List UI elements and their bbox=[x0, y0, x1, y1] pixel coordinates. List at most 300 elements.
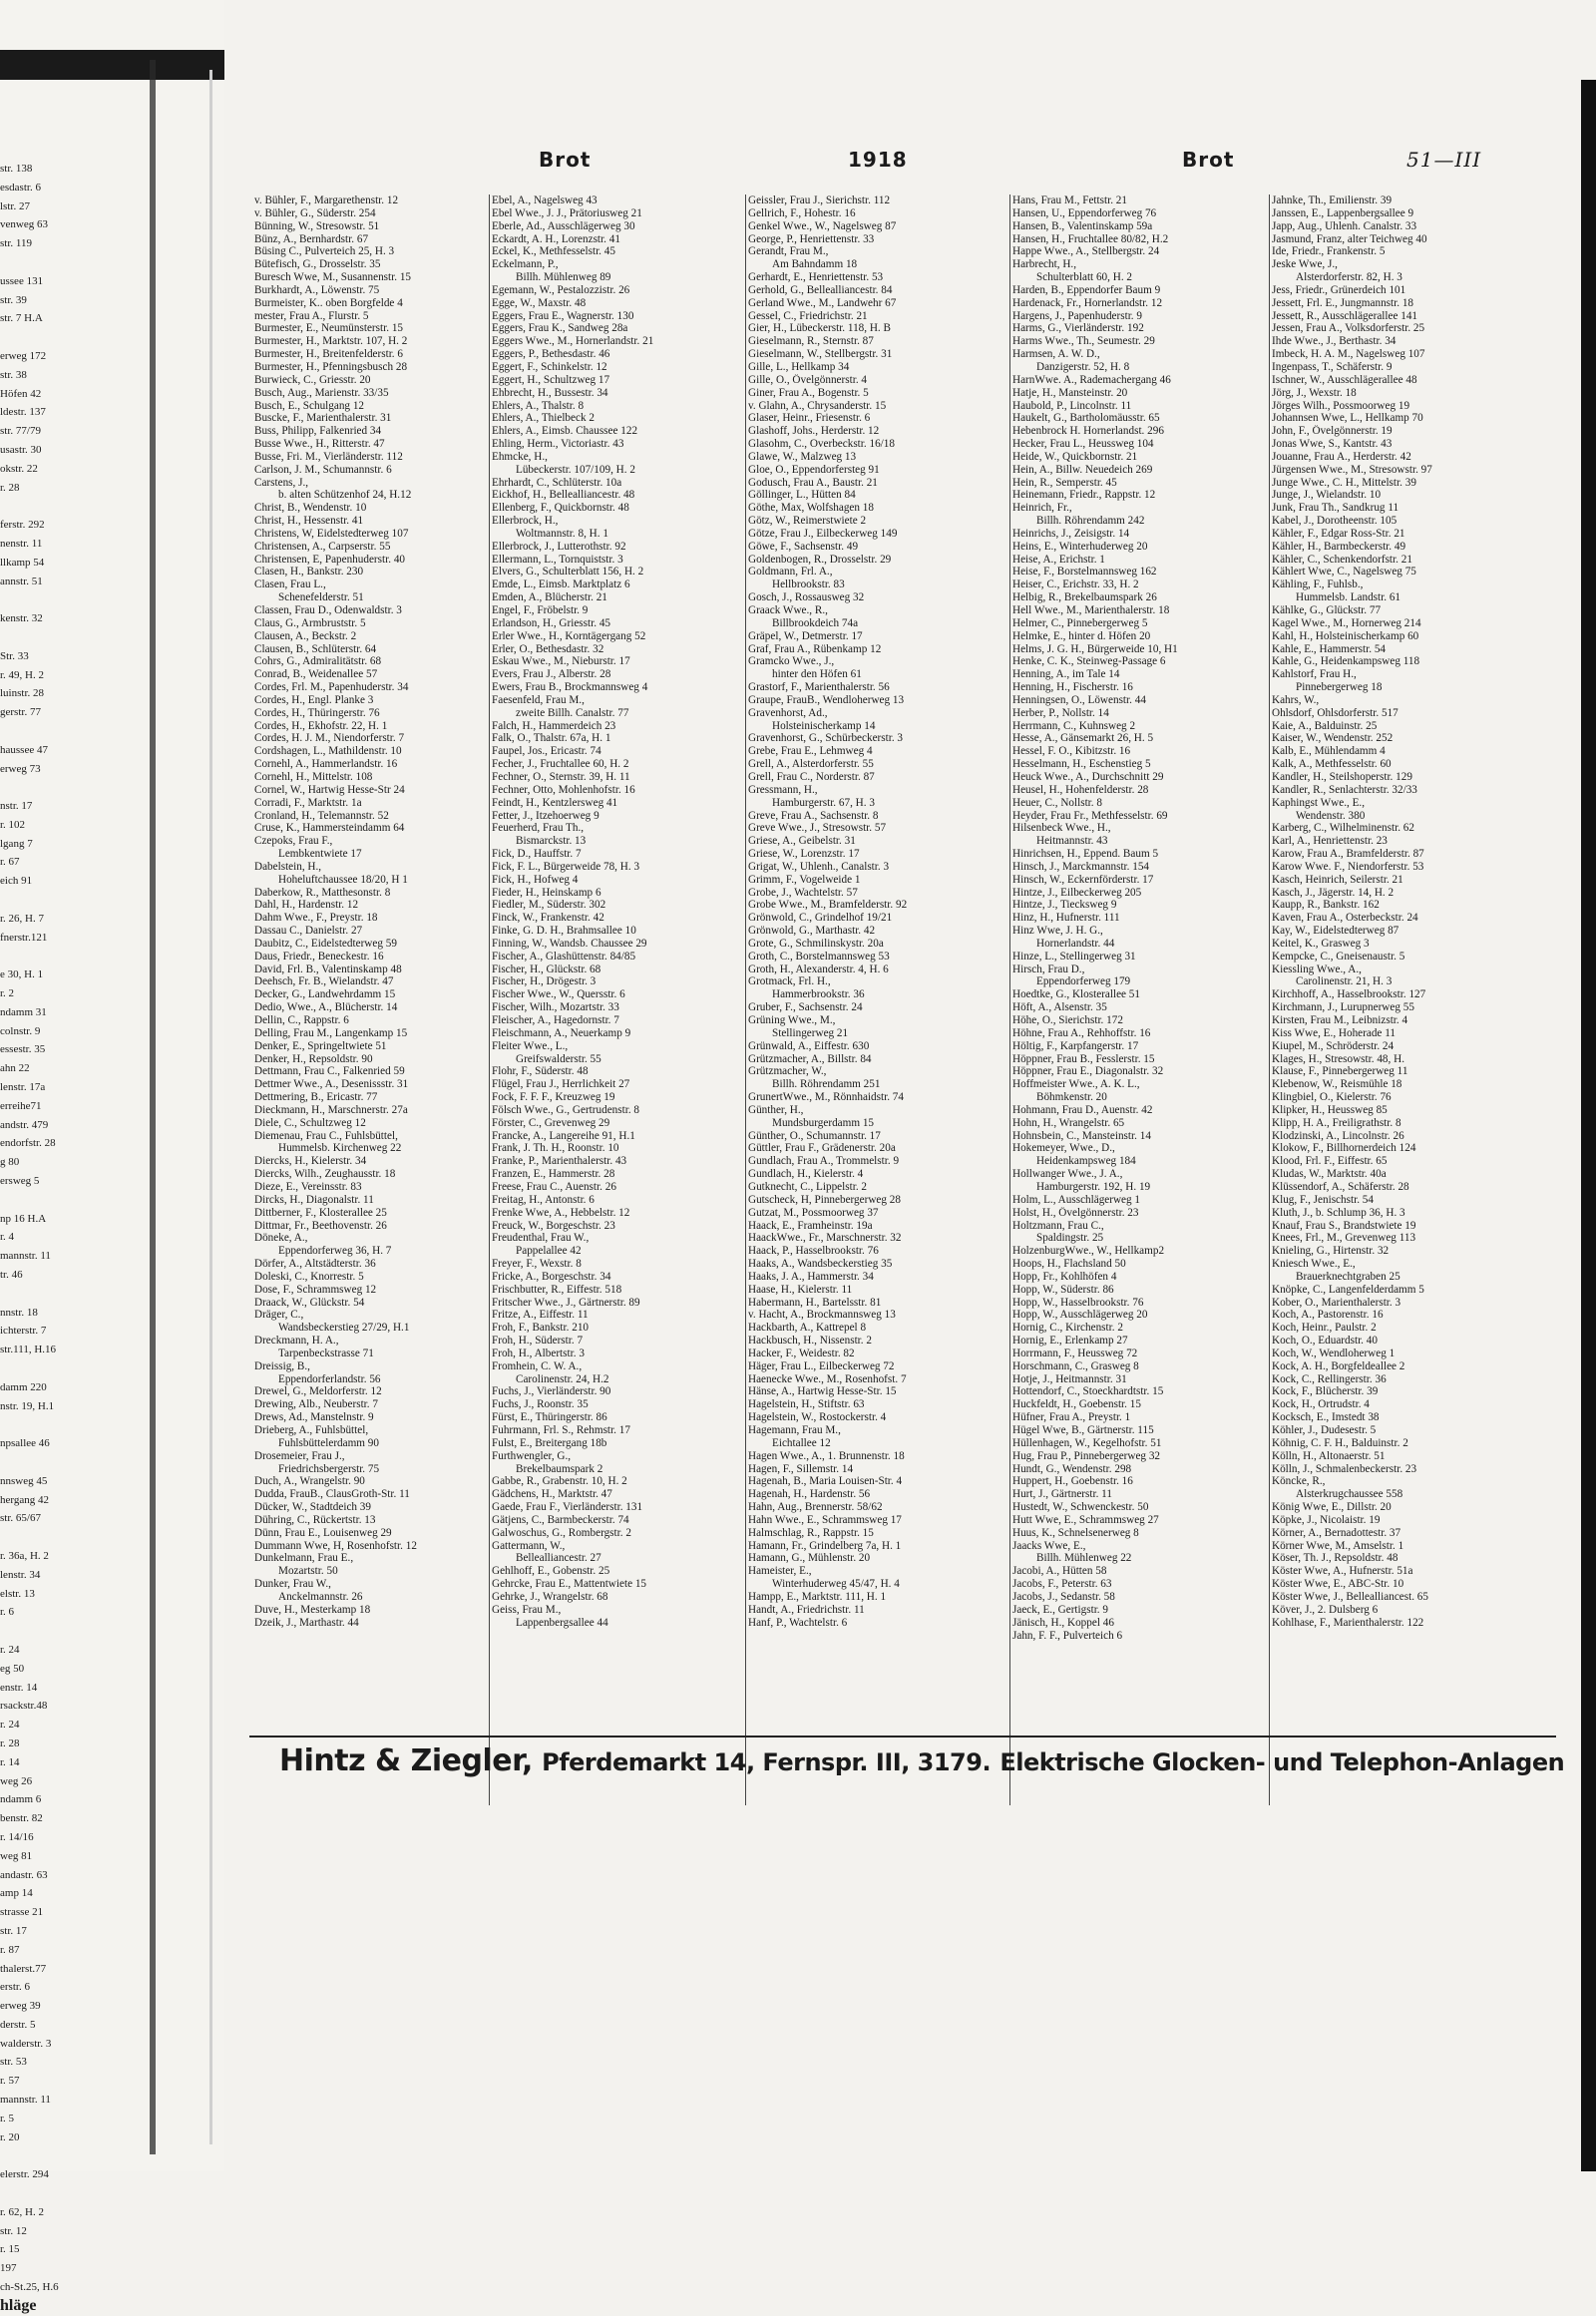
directory-entry: Hohn, H., Wrangelstr. 65 bbox=[1012, 1116, 1125, 1129]
directory-entry: HaackWwe., Fr., Marschnerstr. 32 bbox=[748, 1232, 902, 1245]
directory-entry: Dettmann, Frau C., Falkenried 59 bbox=[254, 1065, 405, 1078]
directory-entry: Frenke Wwe, A., Hebbelstr. 12 bbox=[492, 1206, 630, 1219]
directory-entry: Kocksch, E., Imstedt 38 bbox=[1272, 1411, 1380, 1424]
directory-entry: Haubold, P., Lincolnstr. 11 bbox=[1012, 399, 1132, 412]
directory-entry: Dose, F., Schrammsweg 12 bbox=[254, 1283, 377, 1296]
directory-entry: Cordshagen, L., Mathildenstr. 10 bbox=[254, 745, 402, 758]
directory-entry: Hopp, Fr., Kohlhöfen 4 bbox=[1012, 1270, 1117, 1283]
directory-entry: Hinsch, W., Eckernförderstr. 17 bbox=[1012, 873, 1154, 886]
strip-line: str. 39 bbox=[0, 293, 27, 306]
directory-entry: Eckelmann, P., bbox=[492, 258, 559, 271]
directory-entry: Höhne, Frau A., Rehhoffstr. 16 bbox=[1012, 1026, 1151, 1039]
directory-entry: Hohnsbein, C., Mansteinstr. 14 bbox=[1012, 1129, 1151, 1142]
directory-entry: Groth, C., Borstelmannsweg 53 bbox=[748, 950, 890, 963]
directory-entry: Koch, W., Wendloherweg 1 bbox=[1272, 1347, 1396, 1359]
directory-entry: Grüning Wwe., M., bbox=[748, 1014, 836, 1026]
directory-entry: Gressmann, H., bbox=[748, 783, 818, 796]
strip-line: str. 77/79 bbox=[0, 425, 41, 438]
strip-line bbox=[0, 1453, 150, 1472]
directory-entry: Eggert, H., Schultzweg 17 bbox=[492, 373, 610, 386]
directory-entry: Kaupp, R., Bankstr. 162 bbox=[1272, 899, 1380, 912]
directory-entry: Glasohm, C., Overbeckstr. 16/18 bbox=[748, 438, 895, 451]
directory-entry: Draack, W., Glückstr. 54 bbox=[254, 1296, 365, 1309]
strip-line: str. 138 bbox=[0, 163, 33, 175]
directory-entry: Hagelstein, W., Rostockerstr. 4 bbox=[748, 1411, 887, 1424]
directory-entry: Buresch Wwe, M., Susannenstr. 15 bbox=[254, 271, 412, 284]
directory-entry: Francke, A., Langereihe 91, H.1 bbox=[492, 1129, 635, 1142]
directory-entry: Ebel Wwe., J. J., Prätoriusweg 21 bbox=[492, 206, 642, 219]
strip-line: lgang 7 bbox=[0, 837, 33, 850]
strip-line: nnstr. 18 bbox=[0, 1306, 38, 1319]
strip-line bbox=[0, 253, 150, 272]
directory-entry: Koch, Heinr., Paulstr. 2 bbox=[1272, 1322, 1377, 1335]
directory-entry: Klingbiel, O., Kielerstr. 76 bbox=[1272, 1091, 1392, 1104]
strip-line: gerstr. 77 bbox=[0, 706, 41, 719]
strip-line: esdastr. 6 bbox=[0, 181, 41, 193]
directory-entry: Kaie, A., Balduinstr. 25 bbox=[1272, 719, 1378, 732]
strip-line: ldestr. 137 bbox=[0, 406, 46, 419]
directory-entry: Harbrecht, H., bbox=[1012, 258, 1076, 271]
strip-line bbox=[0, 328, 150, 347]
directory-entry: Dreckmann, H. A., bbox=[254, 1335, 339, 1348]
directory-entry: Gille, L., Hellkamp 34 bbox=[748, 360, 850, 373]
directory-entry: v. Glahn, A., Chrysanderstr. 15 bbox=[748, 399, 887, 412]
directory-entry: Kludas, W., Marktstr. 40a bbox=[1272, 1168, 1387, 1181]
directory-entry: Ingenpass, T., Schäferstr. 9 bbox=[1272, 360, 1393, 373]
directory-entry: Egemann, W., Pestalozzistr. 26 bbox=[492, 283, 630, 296]
directory-entry: Cordes, H., Thüringerstr. 76 bbox=[254, 706, 380, 719]
directory-entry: Hagenah, H., Hardenstr. 56 bbox=[748, 1488, 871, 1501]
directory-entry: Dühring, C., Rückertstr. 13 bbox=[254, 1513, 376, 1526]
strip-line: r. 49, H. 2 bbox=[0, 668, 44, 681]
directory-entry: Gundlach, Frau A., Trommelstr. 9 bbox=[748, 1155, 900, 1168]
directory-entry: Hinsch, J., Marckmannstr. 154 bbox=[1012, 860, 1150, 873]
directory-entry: Eggers Wwe., M., Hornerlandstr. 21 bbox=[492, 335, 654, 348]
directory-entry: Gieselmann, W., Stellbergstr. 31 bbox=[748, 348, 893, 361]
directory-entry: Johannsen Wwe, L., Hellkamp 70 bbox=[1272, 412, 1423, 425]
directory-entry: Haukelt, G., Bartholomäusstr. 65 bbox=[1012, 412, 1160, 425]
directory-entry: Busse Wwe., H., Ritterstr. 47 bbox=[254, 438, 385, 451]
directory-entry: Dunker, Frau W., bbox=[254, 1578, 331, 1591]
strip-line bbox=[0, 778, 150, 797]
directory-entry: Schulterblatt 60, H. 2 bbox=[1036, 271, 1133, 284]
strip-line: str.111, H.16 bbox=[0, 1344, 57, 1356]
strip-line: llkamp 54 bbox=[0, 556, 45, 569]
directory-entry: Kasch, J., Jägerstr. 14, H. 2 bbox=[1272, 886, 1395, 899]
directory-entry: Gier, H., Lübeckerstr. 118, H. B bbox=[748, 322, 891, 335]
directory-entry: Am Bahndamm 18 bbox=[772, 258, 858, 271]
strip-line: ussee 131 bbox=[0, 274, 44, 287]
directory-entry: Kalk, A., Methfesselstr. 60 bbox=[1272, 758, 1392, 771]
directory-entry: Ellermann, L., Tornquiststr. 3 bbox=[492, 553, 623, 566]
directory-entry: Kaiser, W., Wendenstr. 252 bbox=[1272, 732, 1394, 745]
directory-entry: zweite Billh. Canalstr. 77 bbox=[516, 706, 629, 719]
directory-entry: Kölln, J., Schmalenbeckerstr. 23 bbox=[1272, 1462, 1417, 1475]
directory-entry: Kock, C., Rellingerstr. 36 bbox=[1272, 1372, 1387, 1385]
strip-line: thalerst.77 bbox=[0, 1962, 47, 1975]
directory-entry: Christensen, E, Papenhuderstr. 40 bbox=[254, 553, 406, 566]
directory-entry: Finck, W., Frankenstr. 42 bbox=[492, 912, 604, 925]
directory-entry: Kohlhase, F., Marienthalerstr. 122 bbox=[1272, 1616, 1424, 1629]
directory-entry: Junk, Frau Th., Sandkrug 11 bbox=[1272, 502, 1399, 515]
directory-entry: Burkhardt, A., Löwenstr. 75 bbox=[254, 283, 380, 296]
directory-entry: Köhler, J., Dudesestr. 5 bbox=[1272, 1424, 1377, 1436]
directory-entry: Hokemeyer, Wwe., D., bbox=[1012, 1142, 1115, 1155]
strip-line: ersweg 5 bbox=[0, 1175, 40, 1188]
directory-entry: Doleski, C., Knorrestr. 5 bbox=[254, 1270, 364, 1283]
directory-entry: Kähler, H., Barmbeckerstr. 49 bbox=[1272, 540, 1406, 553]
directory-entry: Jessen, Frau A., Volksdorferstr. 25 bbox=[1272, 322, 1425, 335]
directory-entry: Gutscheck, H, Pinnebergerweg 28 bbox=[748, 1193, 901, 1206]
strip-line: str. 38 bbox=[0, 368, 27, 381]
directory-entry: Carolinenstr. 21, H. 3 bbox=[1296, 975, 1393, 988]
directory-entry: Grell, A., Alsterdorferstr. 55 bbox=[748, 758, 874, 771]
directory-entry: Dieckmann, H., Marschnerstr. 27a bbox=[254, 1103, 408, 1116]
directory-entry: Hoops, H., Flachsland 50 bbox=[1012, 1258, 1126, 1271]
strip-line: ferstr. 292 bbox=[0, 519, 45, 532]
header-left-title: Brot bbox=[539, 148, 592, 172]
directory-entry: Classen, Frau D., Odenwaldstr. 3 bbox=[254, 604, 402, 616]
strip-line: weg 26 bbox=[0, 1774, 33, 1787]
directory-entry: Köster Wwe, E., ABC-Str. 10 bbox=[1272, 1578, 1404, 1591]
directory-entry: Fischer, H., Glückstr. 68 bbox=[492, 963, 601, 975]
directory-entry: Heinrichs, J., Zeisigstr. 14 bbox=[1012, 527, 1130, 540]
directory-entry: Cornel, W., Hartwig Hesse-Str 24 bbox=[254, 783, 405, 796]
directory-entry: Clausen, A., Beckstr. 2 bbox=[254, 629, 357, 642]
strip-line: r. 26, H. 7 bbox=[0, 912, 44, 925]
directory-entry: Spaldingstr. 25 bbox=[1036, 1232, 1104, 1245]
directory-entry: Ehmcke, H., bbox=[492, 450, 548, 463]
strip-line bbox=[0, 1191, 150, 1210]
directory-entry: Hopp, W., Hasselbrookstr. 76 bbox=[1012, 1296, 1144, 1309]
directory-entry: Fuchs, J., Roonstr. 35 bbox=[492, 1398, 589, 1411]
directory-entry: Fiedler, M., Süderstr. 302 bbox=[492, 899, 606, 912]
strip-line: g 80 bbox=[0, 1156, 20, 1169]
strip-line: derstr. 5 bbox=[0, 2018, 36, 2031]
directory-entry: Hansen, U., Eppendorferweg 76 bbox=[1012, 206, 1157, 219]
directory-entry: Hameister, E., bbox=[748, 1565, 812, 1578]
strip-line: r. 15 bbox=[0, 2243, 20, 2256]
directory-entry: Denker, H., Repsoldstr. 90 bbox=[254, 1052, 373, 1065]
strip-line bbox=[0, 1415, 150, 1434]
directory-entry: Flohr, F., Süderstr. 48 bbox=[492, 1065, 589, 1078]
strip-line: r. 102 bbox=[0, 818, 26, 831]
directory-entry: Kirchhoff, A., Hasselbrookstr. 127 bbox=[1272, 988, 1426, 1001]
directory-entry: Grotmack, Frl. H., bbox=[748, 975, 831, 988]
directory-entry: Heuck Wwe., A., Durchschnitt 29 bbox=[1012, 770, 1164, 783]
directory-entry: Genkel Wwe., W., Nagelsweg 87 bbox=[748, 219, 897, 232]
directory-entry: Heinrich, Fr., bbox=[1012, 502, 1072, 515]
binding-gutter-shadow bbox=[209, 70, 212, 2144]
strip-line: r. 20 bbox=[0, 2130, 20, 2143]
scan-dark-edge bbox=[0, 50, 224, 80]
directory-entry: Kalb, E., Mühlendamm 4 bbox=[1272, 745, 1386, 758]
directory-entry: Frank, J. Th. H., Roonstr. 10 bbox=[492, 1142, 619, 1155]
strip-line: strasse 21 bbox=[0, 1906, 44, 1919]
directory-entry: Hopp, W., Süderstr. 86 bbox=[1012, 1283, 1114, 1296]
page-header bbox=[249, 148, 1561, 180]
directory-entry: Kahrs, W., bbox=[1272, 693, 1320, 706]
directory-columns bbox=[249, 194, 1561, 1990]
column-divider bbox=[1009, 194, 1010, 1805]
directory-entry: Dittberner, F., Klosterallee 25 bbox=[254, 1206, 387, 1219]
directory-entry: Jeske Wwe, J., bbox=[1272, 258, 1338, 271]
directory-entry: Kaphingst Wwe., E., bbox=[1272, 796, 1366, 809]
strip-line: r. 57 bbox=[0, 2075, 20, 2088]
directory-entry: Göwe, F., Sachsenstr. 49 bbox=[748, 540, 859, 553]
directory-entry: Güttler, Frau F., Grädenerstr. 20a bbox=[748, 1142, 896, 1155]
directory-entry: Glaser, Heinr., Friesenstr. 6 bbox=[748, 412, 871, 425]
directory-entry: Ohlsdorf, Ohlsdorferstr. 517 bbox=[1272, 706, 1398, 719]
footer-rule bbox=[249, 1736, 1556, 1737]
directory-entry: Hummelsb. Kirchenweg 22 bbox=[278, 1142, 402, 1155]
directory-entry: Flügel, Frau J., Herrlichkeit 27 bbox=[492, 1078, 630, 1091]
directory-entry: Clasen, Frau L., bbox=[254, 579, 326, 591]
directory-entry: Büsing C., Pulverteich 25, H. 3 bbox=[254, 245, 395, 258]
directory-entry: Diercks, Wilh., Zeughausstr. 18 bbox=[254, 1168, 396, 1181]
directory-entry: Hornerlandstr. 44 bbox=[1036, 937, 1115, 950]
directory-entry: Drieberg, A., Fuhlsbüttel, bbox=[254, 1424, 369, 1436]
directory-entry: Hollwanger Wwe., J. A., bbox=[1012, 1168, 1123, 1181]
directory-entry: Cordes, H., Ekhofstr. 22, H. 1 bbox=[254, 719, 388, 732]
directory-entry: Conrad, B., Weidenallee 57 bbox=[254, 668, 378, 681]
column-divider bbox=[1269, 194, 1270, 1805]
directory-entry: Kabel, J., Dorotheenstr. 105 bbox=[1272, 515, 1397, 528]
directory-entry: Cornehl, H., Mittelstr. 108 bbox=[254, 770, 373, 783]
directory-entry: Fölsch Wwe., G., Gertrudenstr. 8 bbox=[492, 1103, 640, 1116]
directory-entry: Denker, E., Springeltwiete 51 bbox=[254, 1039, 387, 1052]
directory-entry: Haack, E., Framheinstr. 19a bbox=[748, 1219, 873, 1232]
directory-entry: Erler, O., Bethesdastr. 32 bbox=[492, 642, 604, 655]
directory-entry: Fleischmann, A., Neuerkamp 9 bbox=[492, 1026, 631, 1039]
strip-line: elerstr. 294 bbox=[0, 2168, 49, 2181]
directory-entry: Kock, H., Ortrudstr. 4 bbox=[1272, 1398, 1370, 1411]
directory-entry: Kiupel, M., Schröderstr. 24 bbox=[1272, 1039, 1395, 1052]
directory-entry: Billbrookdeich 74a bbox=[772, 616, 859, 629]
directory-entry: Helms, J. G. H., Bürgerweide 10, H1 bbox=[1012, 642, 1178, 655]
directory-entry: Kählke, G., Glückstr. 77 bbox=[1272, 604, 1382, 616]
directory-entry: Gehrke, J., Wrangelstr. 68 bbox=[492, 1590, 608, 1603]
strip-line: str. 119 bbox=[0, 237, 32, 250]
directory-entry: Gravenhorst, G., Schürbeckerstr. 3 bbox=[748, 732, 904, 745]
directory-entry: Brauerknechtgraben 25 bbox=[1296, 1270, 1400, 1283]
directory-entry: Dassau C., Danielstr. 27 bbox=[254, 925, 363, 938]
directory-entry: Haase, H., Kielerstr. 11 bbox=[748, 1283, 853, 1296]
strip-line bbox=[0, 947, 150, 965]
directory-entry: Hurt, J., Gärtnerstr. 11 bbox=[1012, 1488, 1112, 1501]
strip-line: endorfstr. 28 bbox=[0, 1137, 56, 1150]
directory-entry: Happe Wwe., A., Stellbergstr. 24 bbox=[1012, 245, 1160, 258]
directory-entry: Hell Wwe., M., Marienthalerstr. 18 bbox=[1012, 604, 1170, 616]
directory-entry: Brekelbaumspark 2 bbox=[516, 1462, 603, 1475]
directory-entry: Dabelstein, H., bbox=[254, 860, 322, 873]
directory-entry: Cruse, K., Hammersteindamm 64 bbox=[254, 822, 405, 835]
strip-line: colnstr. 9 bbox=[0, 1024, 41, 1037]
strip-line: andastr. 63 bbox=[0, 1868, 48, 1881]
directory-entry: Helmke, E., hinter d. Höfen 20 bbox=[1012, 629, 1151, 642]
directory-entry: Stellingerweg 21 bbox=[772, 1026, 849, 1039]
directory-entry: Jessett, Frl. E., Jungmannstr. 18 bbox=[1272, 296, 1414, 309]
directory-entry: Diele, C., Schultzweg 12 bbox=[254, 1116, 366, 1129]
directory-entry: Hinz, H., Hufnerstr. 111 bbox=[1012, 912, 1120, 925]
directory-entry: Klebenow, W., Reismühle 18 bbox=[1272, 1078, 1402, 1091]
directory-entry: Jörg, J., Wexstr. 18 bbox=[1272, 386, 1357, 399]
directory-entry: Kasch, Heinrich, Seilerstr. 21 bbox=[1272, 873, 1403, 886]
directory-entry: Gramcko Wwe., J., bbox=[748, 655, 835, 668]
directory-entry: Ehlers, A., Thalstr. 8 bbox=[492, 399, 585, 412]
strip-line: mannstr. 11 bbox=[0, 1250, 51, 1263]
binding-gutter bbox=[150, 60, 156, 2154]
directory-entry: Häger, Frau L., Eilbeckerweg 72 bbox=[748, 1359, 895, 1372]
strip-line: tr. 46 bbox=[0, 1269, 23, 1282]
directory-entry: Eppendorferlandstr. 56 bbox=[278, 1372, 381, 1385]
directory-entry: Lübeckerstr. 107/109, H. 2 bbox=[516, 463, 635, 476]
strip-line: ahn 22 bbox=[0, 1062, 30, 1075]
directory-entry: Kirchmann, J., Lurupnerweg 55 bbox=[1272, 1001, 1414, 1014]
directory-entry: Carlson, J. M., Schumannstr. 6 bbox=[254, 463, 392, 476]
directory-entry: HolzenburgWwe., W., Hellkamp2 bbox=[1012, 1245, 1165, 1258]
directory-entry: Hopp, W., Ausschlägerweg 20 bbox=[1012, 1309, 1148, 1322]
directory-entry: Feuerherd, Frau Th., bbox=[492, 822, 585, 835]
strip-line: lstr. 27 bbox=[0, 199, 30, 212]
directory-entry: Greve Wwe., J., Stresowstr. 57 bbox=[748, 822, 887, 835]
directory-entry: Deehsch, Fr. B., Wielandstr. 47 bbox=[254, 975, 394, 988]
directory-entry: Tarpenbeckstrasse 71 bbox=[278, 1347, 374, 1359]
directory-entry: Kaven, Frau A., Osterbeckstr. 24 bbox=[1272, 912, 1418, 925]
directory-entry: Dücker, W., Stadtdeich 39 bbox=[254, 1501, 371, 1514]
strip-line bbox=[0, 1359, 150, 1378]
directory-entry: Dörfer, A., Altstädterstr. 36 bbox=[254, 1258, 376, 1271]
strip-line bbox=[0, 891, 150, 910]
directory-entry: Drewing, Alb., Neuberstr. 7 bbox=[254, 1398, 378, 1411]
directory-entry: Ehrhardt, C., Schlüterstr. 10a bbox=[492, 476, 622, 489]
directory-entry: Jasmund, Franz, alter Teichweg 40 bbox=[1272, 232, 1427, 245]
directory-entry: Cohrs, G., Admiralitätstr. 68 bbox=[254, 655, 382, 668]
directory-entry: Gutknecht, C., Lippelstr. 2 bbox=[748, 1180, 868, 1193]
directory-entry: Hinrichsen, H., Eppend. Baum 5 bbox=[1012, 848, 1159, 861]
directory-entry: Koch, O., Eduardstr. 40 bbox=[1272, 1335, 1378, 1348]
directory-entry: Horschmann, C., Grasweg 8 bbox=[1012, 1359, 1139, 1372]
strip-line: r. 24 bbox=[0, 1719, 20, 1732]
directory-entry: Karberg, C., Wilhelminenstr. 62 bbox=[1272, 822, 1414, 835]
directory-entry: Kählert Wwe, C., Nagelsweg 75 bbox=[1272, 566, 1416, 579]
directory-entry: Hampp, E., Marktstr. 111, H. 1 bbox=[748, 1590, 887, 1603]
directory-entry: Froh, H., Albertstr. 3 bbox=[492, 1347, 585, 1359]
directory-entry: GrunertWwe., M., Rönnhaidstr. 74 bbox=[748, 1091, 904, 1104]
strip-line bbox=[0, 1285, 150, 1304]
strip-line: r. 87 bbox=[0, 1943, 20, 1956]
directory-entry: Wandsbeckerstieg 27/29, H.1 bbox=[278, 1322, 410, 1335]
directory-entry: Egge, W., Maxstr. 48 bbox=[492, 296, 587, 309]
strip-line: ndamm 31 bbox=[0, 1005, 47, 1018]
directory-entry: Hinze, L., Stellingerweg 31 bbox=[1012, 950, 1136, 963]
strip-line: np 16 H.A bbox=[0, 1212, 47, 1225]
directory-entry: Carolinenstr. 24, H.2 bbox=[516, 1372, 609, 1385]
strip-line: erweg 73 bbox=[0, 762, 41, 775]
directory-entry: John, F., Övelgönnerstr. 19 bbox=[1272, 425, 1393, 438]
directory-entry: Klodzinski, A., Lincolnstr. 26 bbox=[1272, 1129, 1404, 1142]
strip-line: lenstr. 34 bbox=[0, 1568, 41, 1581]
directory-entry: Jahnke, Th., Emilienstr. 39 bbox=[1272, 194, 1393, 206]
directory-entry: Janssen, E., Lappenbergsallee 9 bbox=[1272, 206, 1414, 219]
directory-entry: Eppendorferweg 179 bbox=[1036, 975, 1131, 988]
directory-entry: Karow, Frau A., Bramfelderstr. 87 bbox=[1272, 848, 1424, 861]
directory-entry: Geiss, Frau M., bbox=[492, 1603, 562, 1616]
directory-entry: Gabbe, R., Grabenstr. 10, H. 2 bbox=[492, 1475, 627, 1488]
directory-entry: Heusel, H., Hohenfelderstr. 28 bbox=[1012, 783, 1149, 796]
strip-line: amp 14 bbox=[0, 1887, 33, 1900]
directory-entry: Burmester, H., Marktstr. 107, H. 2 bbox=[254, 335, 408, 348]
directory-entry: Hans, Frau M., Fettstr. 21 bbox=[1012, 194, 1127, 206]
directory-entry: Dettmering, B., Ericastr. 77 bbox=[254, 1091, 378, 1104]
directory-entry: Ehbrecht, H., Bussestr. 34 bbox=[492, 386, 608, 399]
directory-entry: Hüfner, Frau A., Preystr. 1 bbox=[1012, 1411, 1131, 1424]
directory-entry: Hein, R., Semperstr. 45 bbox=[1012, 476, 1117, 489]
directory-entry: Falch, H., Hammerdeich 23 bbox=[492, 719, 616, 732]
directory-entry: Handt, A., Friedrichstr. 11 bbox=[748, 1603, 865, 1616]
directory-entry: Hessel, F. O., Kibitzstr. 16 bbox=[1012, 745, 1131, 758]
directory-entry: Fick, H., Hofweg 4 bbox=[492, 873, 579, 886]
directory-entry: Hamburgerstr. 192, H. 19 bbox=[1036, 1180, 1151, 1193]
directory-entry: Feindt, H., Kentzlersweg 41 bbox=[492, 796, 618, 809]
directory-entry: Drews, Ad., Manstelnstr. 9 bbox=[254, 1411, 374, 1424]
directory-entry: Goldenbogen, R., Drosselstr. 29 bbox=[748, 553, 892, 566]
directory-entry: Hagemann, Frau M., bbox=[748, 1424, 841, 1436]
directory-entry: Kandler, R., Senlachterstr. 32/33 bbox=[1272, 783, 1417, 796]
strip-line: str. 12 bbox=[0, 2224, 27, 2237]
directory-entry: Döneke, A., bbox=[254, 1232, 308, 1245]
directory-entry: Frischbutter, R., Eiffestr. 518 bbox=[492, 1283, 622, 1296]
directory-entry: Cornehl, A., Hammerlandstr. 16 bbox=[254, 758, 398, 771]
directory-entry: Finke, G. D. H., Brahmsallee 10 bbox=[492, 925, 636, 938]
directory-entry: Claus, G., Armbruststr. 5 bbox=[254, 616, 366, 629]
directory-entry: Fischer, Wilh., Mozartstr. 33 bbox=[492, 1001, 619, 1014]
directory-entry: Heiser, C., Erichstr. 33, H. 2 bbox=[1012, 579, 1139, 591]
directory-entry: Göllinger, L., Hütten 84 bbox=[748, 489, 856, 502]
directory-entry: Körner, A., Bernadottestr. 37 bbox=[1272, 1526, 1401, 1539]
directory-entry: Henning, A., im Tale 14 bbox=[1012, 668, 1120, 681]
directory-entry: Hansen, B., Valentinskamp 59a bbox=[1012, 219, 1153, 232]
directory-entry: Gutzat, M., Possmoorweg 37 bbox=[748, 1206, 879, 1219]
directory-entry: Cronland, H., Telemannstr. 52 bbox=[254, 809, 389, 822]
strip-line: r. 6 bbox=[0, 1606, 15, 1619]
strip-line: haussee 47 bbox=[0, 743, 48, 756]
directory-entry: Hargens, J., Papenhuderstr. 9 bbox=[1012, 309, 1142, 322]
directory-entry: Köpke, J., Nicolaistr. 19 bbox=[1272, 1513, 1381, 1526]
directory-entry: Kirsten, Frau M., Leibnizstr. 4 bbox=[1272, 1014, 1408, 1026]
directory-entry: Gille, O., Övelgönnerstr. 4 bbox=[748, 373, 868, 386]
directory-entry: Burmeister, K.. oben Borgfelde 4 bbox=[254, 296, 403, 309]
directory-entry: Groth, H., Alexanderstr. 4, H. 6 bbox=[748, 963, 889, 975]
directory-entry: Hagenah, B., Maria Louisen-Str. 4 bbox=[748, 1475, 903, 1488]
directory-entry: Hagen, F., Sillemstr. 14 bbox=[748, 1462, 854, 1475]
directory-entry: Gätjens, C., Barmbeckerstr. 74 bbox=[492, 1513, 629, 1526]
strip-line: r. 36a, H. 2 bbox=[0, 1549, 49, 1562]
directory-entry: Hahn Wwe., E., Schrammsweg 17 bbox=[748, 1513, 902, 1526]
directory-entry: Höppner, Frau E., Diagonalstr. 32 bbox=[1012, 1065, 1164, 1078]
directory-entry: Hellbrookstr. 83 bbox=[772, 579, 845, 591]
directory-entry: Fechner, Otto, Mohlenhofstr. 16 bbox=[492, 783, 635, 796]
strip-line: weg 81 bbox=[0, 1849, 33, 1862]
directory-entry: Goldmann, Frl. A., bbox=[748, 566, 833, 579]
directory-entry: Schenefelderstr. 51 bbox=[278, 591, 364, 604]
directory-entry: Fick, D., Hauffstr. 7 bbox=[492, 848, 582, 861]
directory-entry: Habermann, H., Bartelsstr. 81 bbox=[748, 1296, 882, 1309]
directory-entry: Hottendorf, C., Stoeckhardtstr. 15 bbox=[1012, 1385, 1164, 1398]
directory-entry: Hornig, E., Erlenkamp 27 bbox=[1012, 1335, 1128, 1348]
directory-entry: Hintze, J., Tiecksweg 9 bbox=[1012, 899, 1117, 912]
directory-entry: Ehlers, A., Thielbeck 2 bbox=[492, 412, 595, 425]
